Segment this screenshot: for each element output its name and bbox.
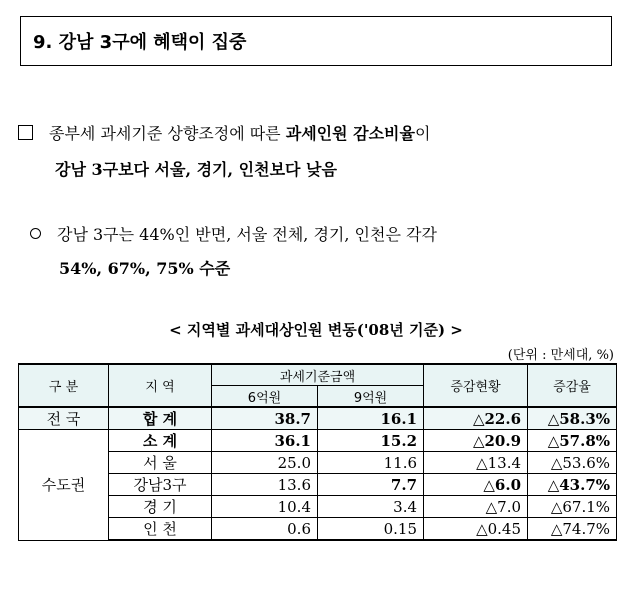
header-category: 구 분 — [19, 364, 109, 407]
circle-bullet-icon — [30, 228, 41, 239]
cell-rate: △43.7% — [528, 474, 617, 496]
header-6eok: 6억원 — [212, 386, 318, 408]
cell-6eok: 10.4 — [212, 496, 318, 518]
sub-paragraph-text-2: 54%, 67%, 75% 수준 — [59, 259, 231, 278]
cell-region: 합 계 — [109, 407, 212, 430]
header-rate: 증감율 — [528, 364, 617, 407]
table-row — [19, 474, 617, 496]
paragraph-text-bold: 과세인원 감소비율 — [285, 124, 415, 143]
section-title: 9. 강남 3구에 혜택이 집중 — [33, 32, 247, 53]
cell-category-capital: 수도권 — [19, 430, 109, 541]
cell-change: △7.0 — [424, 496, 528, 518]
header-9eok: 9억원 — [318, 386, 424, 408]
table-caption: < 지역별 과세대상인원 변동('08년 기준) > — [169, 321, 463, 339]
cell-9eok: 11.6 — [318, 452, 424, 474]
cell-change: △22.6 — [424, 407, 528, 430]
paragraph-text-a: 종부세 과세기준 상향조정에 따른 — [49, 124, 286, 143]
cell-region: 인 천 — [109, 518, 212, 541]
cell-6eok: 13.6 — [212, 474, 318, 496]
cell-rate: △53.6% — [528, 452, 617, 474]
sub-paragraph — [30, 218, 620, 286]
table-row — [19, 496, 617, 518]
paragraph-line-2 — [18, 152, 618, 188]
paragraph-line-1 — [18, 116, 618, 152]
cell-9eok: 15.2 — [318, 430, 424, 452]
table-row — [19, 518, 617, 541]
cell-region: 서 울 — [109, 452, 212, 474]
cell-9eok: 16.1 — [318, 407, 424, 430]
cell-rate: △58.3% — [528, 407, 617, 430]
region-table — [18, 363, 617, 541]
cell-6eok: 36.1 — [212, 430, 318, 452]
cell-change: △20.9 — [424, 430, 528, 452]
main-paragraph — [18, 116, 618, 188]
cell-change: △6.0 — [424, 474, 528, 496]
cell-9eok: 7.7 — [318, 474, 424, 496]
cell-region: 소 계 — [109, 430, 212, 452]
paragraph-text-c: 이 — [414, 124, 431, 143]
cell-6eok: 0.6 — [212, 518, 318, 541]
cell-9eok: 0.15 — [318, 518, 424, 541]
cell-rate: △67.1% — [528, 496, 617, 518]
sub-paragraph-line-2 — [30, 252, 620, 286]
cell-change: △0.45 — [424, 518, 528, 541]
cell-rate: △57.8% — [528, 430, 617, 452]
sub-paragraph-text-1: 강남 3구는 44%인 반면, 서울 전체, 경기, 인천은 각각 — [57, 225, 437, 244]
section-title-box — [20, 16, 612, 66]
table-row-nation — [19, 407, 617, 430]
sub-paragraph-line-1 — [30, 218, 620, 252]
cell-category: 전 국 — [19, 407, 109, 430]
paragraph-text-line2: 강남 3구보다 서울, 경기, 인천보다 낮음 — [55, 160, 337, 179]
cell-9eok: 3.4 — [318, 496, 424, 518]
cell-change: △13.4 — [424, 452, 528, 474]
cell-6eok: 25.0 — [212, 452, 318, 474]
cell-region: 경 기 — [109, 496, 212, 518]
header-change: 증감현황 — [424, 364, 528, 407]
cell-rate: △74.7% — [528, 518, 617, 541]
cell-6eok: 38.7 — [212, 407, 318, 430]
square-bullet-icon — [18, 125, 33, 140]
header-region: 지 역 — [109, 364, 212, 407]
header-threshold-group: 과세기준금액 — [212, 364, 424, 386]
cell-region: 강남3구 — [109, 474, 212, 496]
table-row — [19, 452, 617, 474]
table-row — [19, 430, 617, 452]
table-unit: (단위 : 만세대, %) — [507, 348, 614, 363]
